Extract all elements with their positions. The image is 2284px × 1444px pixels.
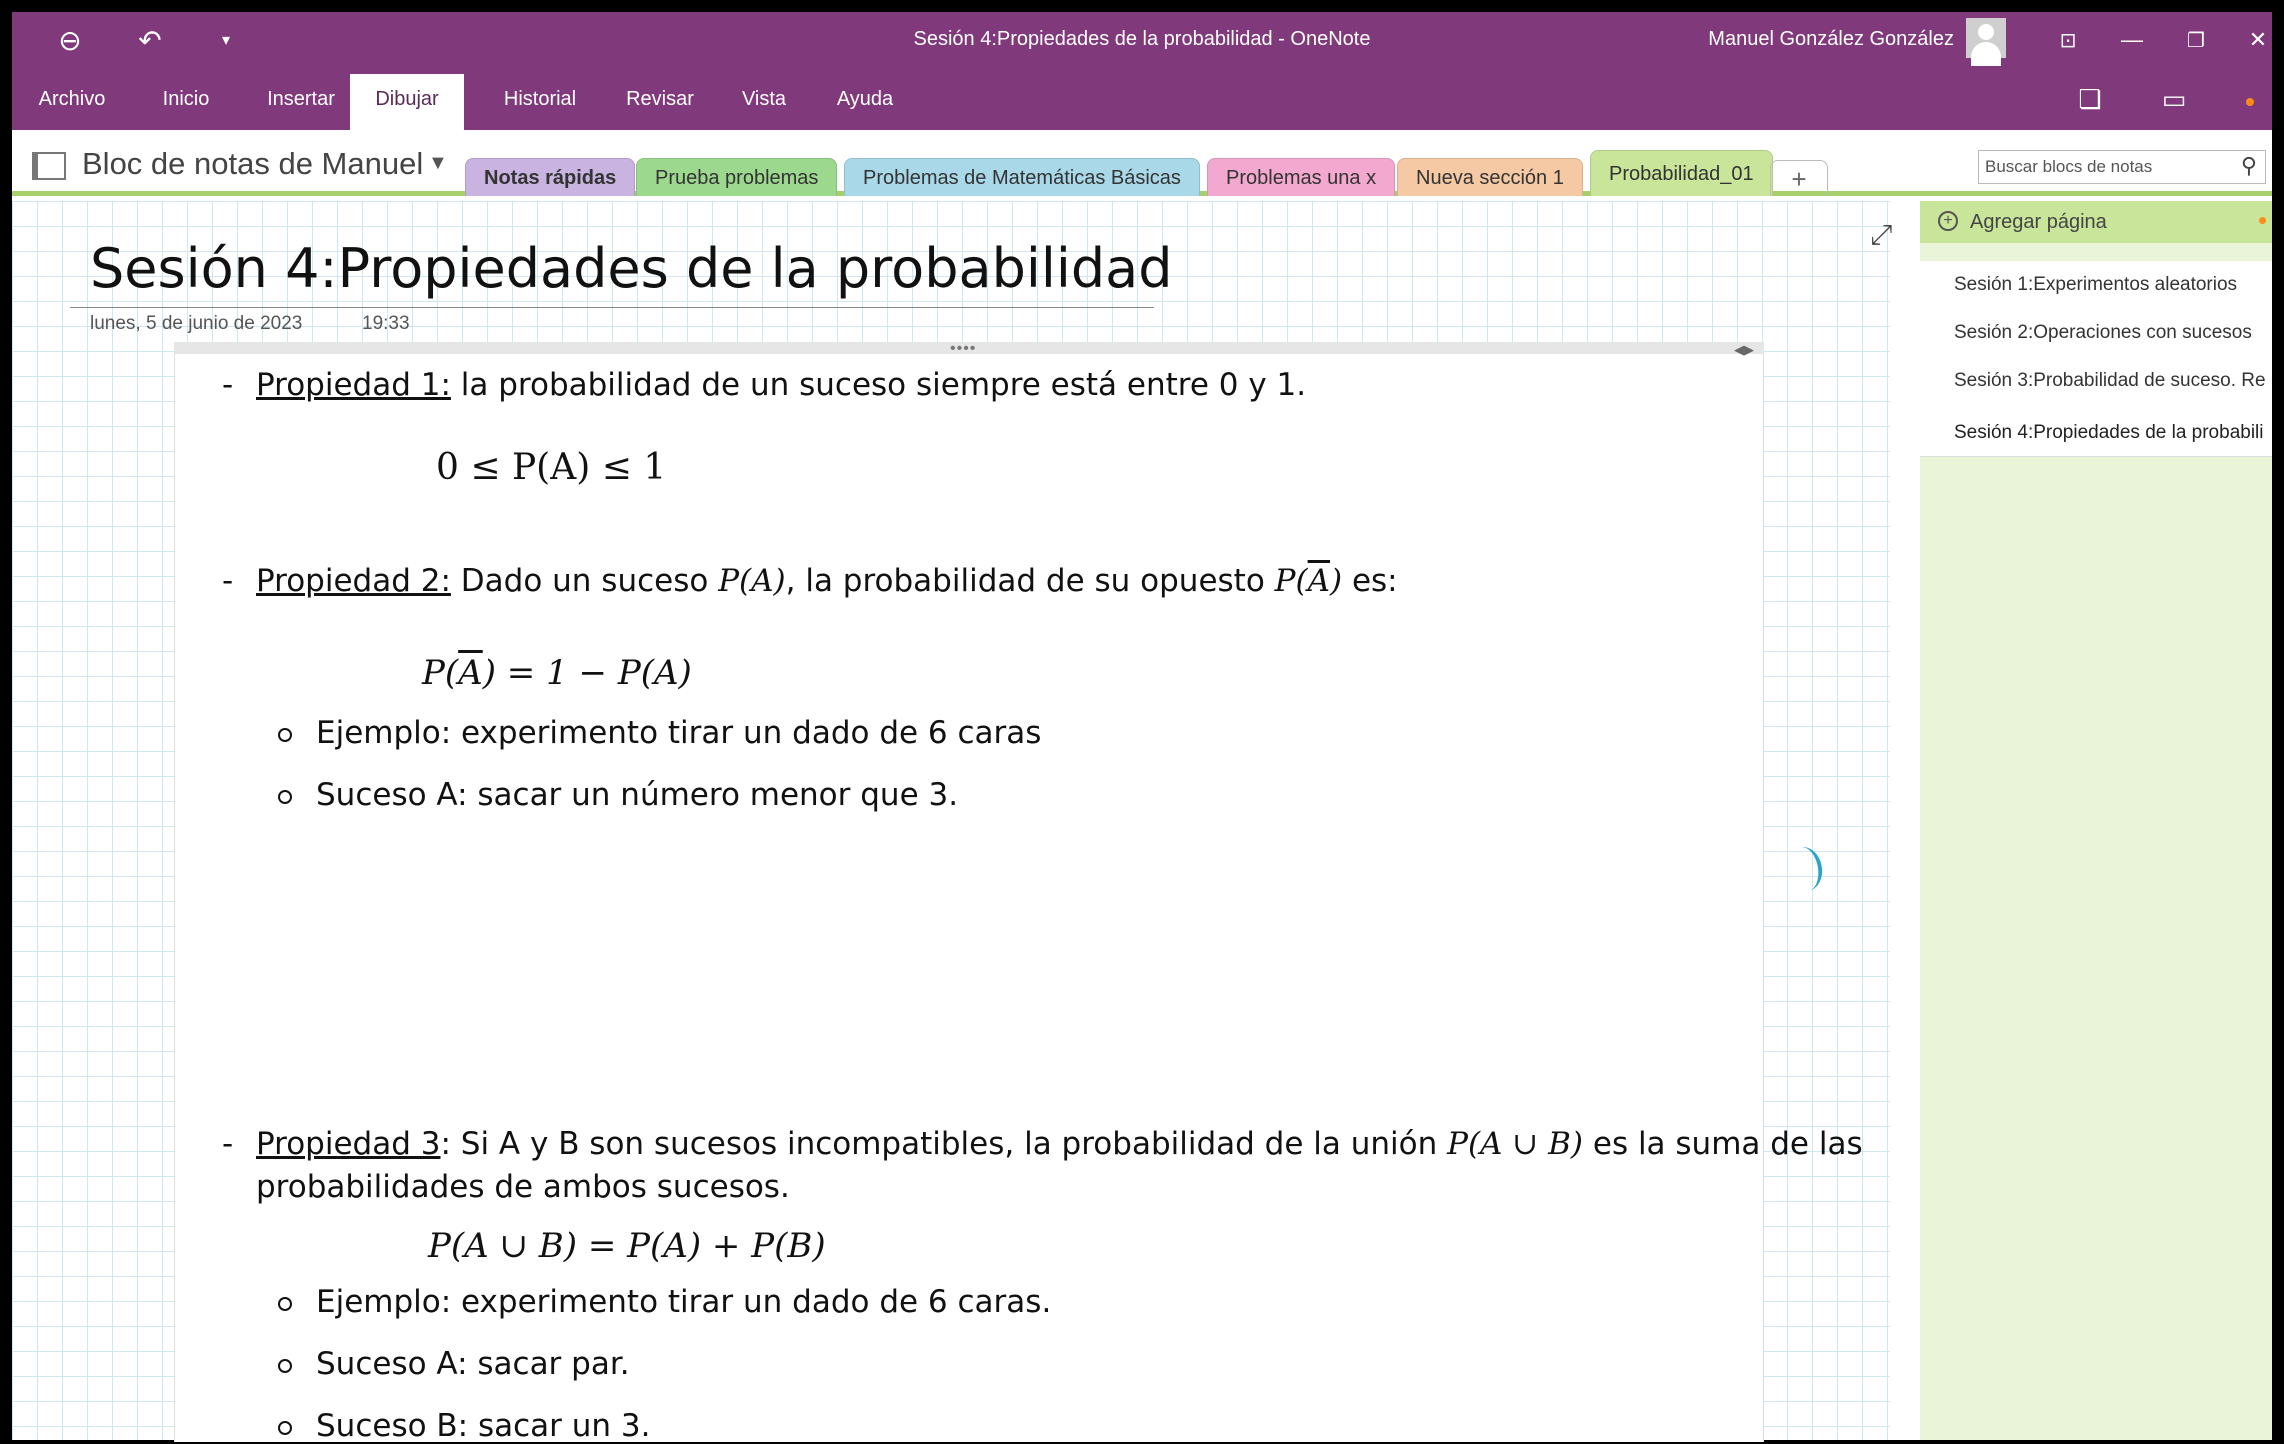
property-2-example[interactable]: Ejemplo: experimento tirar un dado de 6 caras: [316, 715, 1042, 751]
property-3-text-line-2[interactable]: probabilidades de ambos sucesos.: [256, 1169, 790, 1205]
formula-lhs-a: $\overline{A}$: [458, 653, 483, 693]
property-1-label: Propiedad 1:: [256, 367, 451, 403]
search-placeholder: Buscar blocs de notas: [1985, 157, 2153, 176]
notification-dot: [2246, 98, 2254, 106]
bullet-circle: [278, 728, 292, 742]
drag-grip-icon[interactable]: ••••: [950, 340, 977, 357]
property-3-formula[interactable]: P(A ∪ B) = P(A) + P(B): [428, 1226, 826, 1266]
resize-handle-icon[interactable]: ◀▶: [1734, 342, 1754, 357]
property-1-text[interactable]: [256, 367, 1306, 403]
title-bar: [12, 12, 2272, 68]
property-3-union: P(A ∪ B): [1447, 1126, 1584, 1162]
restore-icon[interactable]: ❐: [2187, 29, 2205, 52]
ribbon-tabs: [12, 68, 2272, 130]
page-item-sesion-4[interactable]: Sesión 4:Propiedades de la probabili: [1920, 409, 2272, 457]
user-name[interactable]: Manuel González González: [1708, 28, 1954, 50]
property-2-text[interactable]: [256, 563, 1398, 599]
title-underline: [70, 307, 1154, 308]
ribbon-display-options-icon[interactable]: ⊡: [2059, 29, 2077, 52]
add-page-button[interactable]: [1920, 201, 2272, 243]
property-2-event-a[interactable]: Suceso A: sacar un número menor que 3.: [316, 777, 959, 813]
property-1-body: la probabilidad de un suceso siempre está entre 0 y 1.: [450, 367, 1307, 403]
property-2-body-a: Dado un suceso: [450, 563, 719, 599]
add-page-icon: +: [1938, 211, 1958, 231]
bullet-circle: [278, 790, 292, 804]
loading-spinner-icon: [1784, 844, 1825, 893]
formula-rhs: = 1 − P(A): [495, 653, 692, 693]
avatar[interactable]: [1966, 18, 2006, 58]
property-3-body-b: es la suma de las: [1583, 1126, 1863, 1162]
property-2-pa: P(A): [718, 563, 786, 599]
page-item-sesion-1[interactable]: Sesión 1:Experimentos aleatorios: [1954, 274, 2238, 295]
tab-ayuda[interactable]: Ayuda: [836, 88, 894, 110]
property-2-pabar-a: $\overline{A}$: [1307, 563, 1330, 599]
back-icon[interactable]: ⊖: [58, 24, 82, 56]
page-canvas[interactable]: [12, 201, 1893, 1444]
note-container[interactable]: [174, 342, 1764, 1442]
page-title[interactable]: Sesión 4:Propiedades de la probabilidad: [90, 237, 1173, 300]
add-page-label: Agregar página: [1970, 211, 2107, 233]
notification-dot: [2259, 217, 2266, 224]
property-3-body-a: : Si A y B son sucesos incompatibles, la probabilidad de la unión: [440, 1126, 1448, 1162]
property-2-label: Propiedad 2:: [256, 563, 451, 599]
property-2-body-b: , la probabilidad de su opuesto: [785, 563, 1275, 599]
tab-dibujar[interactable]: Dibujar: [350, 74, 464, 130]
property-2-pabar-p: P(: [1274, 563, 1308, 599]
property-2-pabar-c: ): [1330, 563, 1343, 599]
notebook-name[interactable]: Bloc de notas de Manuel: [82, 146, 424, 181]
search-input[interactable]: [1978, 150, 2266, 184]
add-section-button[interactable]: +: [1770, 160, 1828, 196]
formula-lhs-p: P(: [422, 653, 459, 693]
page-date: lunes, 5 de junio de 2023: [90, 313, 303, 334]
tab-archivo[interactable]: Archivo: [38, 88, 106, 110]
bullet-dash: -: [222, 367, 234, 403]
tab-inicio[interactable]: Inicio: [162, 88, 210, 110]
formula-lhs-c: ): [482, 653, 496, 693]
property-1-formula[interactable]: 0 ≤ P(A) ≤ 1: [436, 447, 667, 488]
comments-icon[interactable]: ▭: [2161, 83, 2187, 114]
notebook-bar: [12, 130, 2272, 196]
page-list-divider: [1920, 456, 2272, 457]
page-item-sesion-3[interactable]: Sesión 3:Probabilidad de suceso. Re: [1954, 370, 2266, 391]
property-3-label: Propiedad 3: [256, 1126, 441, 1162]
onenote-window: [12, 12, 2272, 1444]
notebook-icon[interactable]: [32, 152, 66, 180]
tab-historial[interactable]: Historial: [503, 88, 577, 110]
bullet-circle: [278, 1421, 292, 1435]
customize-quick-access-icon[interactable]: ▾: [221, 32, 231, 49]
window-title: Sesión 4:Propiedades de la probabilidad - OneNote: [913, 28, 1371, 50]
tab-revisar[interactable]: Revisar: [626, 88, 694, 110]
property-3-event-a[interactable]: Suceso A: sacar par.: [316, 1346, 630, 1382]
page-item-sesion-2[interactable]: Sesión 2:Operaciones con sucesos: [1954, 322, 2252, 343]
bullet-circle: [278, 1297, 292, 1311]
bullet-circle: [278, 1359, 292, 1373]
page-list-panel: [1920, 201, 2272, 1440]
property-3-event-b[interactable]: Suceso B: sacar un 3.: [316, 1408, 651, 1444]
property-2-body-c: es:: [1342, 563, 1398, 599]
property-3-text[interactable]: [256, 1126, 1863, 1162]
minimize-icon[interactable]: —: [2121, 27, 2143, 52]
pages-icon[interactable]: ❏: [2078, 83, 2102, 114]
section-tab-problemas-matematicas[interactable]: Problemas de Matemáticas Básicas: [844, 158, 1200, 196]
section-tab-probabilidad-01[interactable]: Probabilidad_01: [1590, 150, 1773, 196]
tab-insertar[interactable]: Insertar: [267, 88, 335, 110]
search-icon[interactable]: ⚲: [2240, 153, 2257, 178]
section-tab-prueba-problemas[interactable]: Prueba problemas: [636, 158, 837, 196]
section-tab-problemas-una-x[interactable]: Problemas una x: [1207, 158, 1395, 196]
expand-icon[interactable]: ⤢: [1870, 219, 1893, 250]
section-tab-nueva-seccion-1[interactable]: Nueva sección 1: [1397, 158, 1583, 196]
tab-vista[interactable]: Vista: [741, 88, 787, 110]
bullet-dash: -: [222, 1126, 234, 1162]
property-3-example[interactable]: Ejemplo: experimento tirar un dado de 6 caras.: [316, 1284, 1052, 1320]
bullet-dash: -: [222, 563, 234, 599]
chevron-down-icon[interactable]: ▼: [428, 152, 448, 174]
property-2-formula[interactable]: [422, 653, 692, 693]
section-tab-notas-rapidas[interactable]: Notas rápidas: [465, 158, 635, 196]
undo-icon[interactable]: ↶: [138, 24, 162, 56]
page-time: 19:33: [362, 313, 410, 334]
close-icon[interactable]: ✕: [2248, 27, 2268, 52]
